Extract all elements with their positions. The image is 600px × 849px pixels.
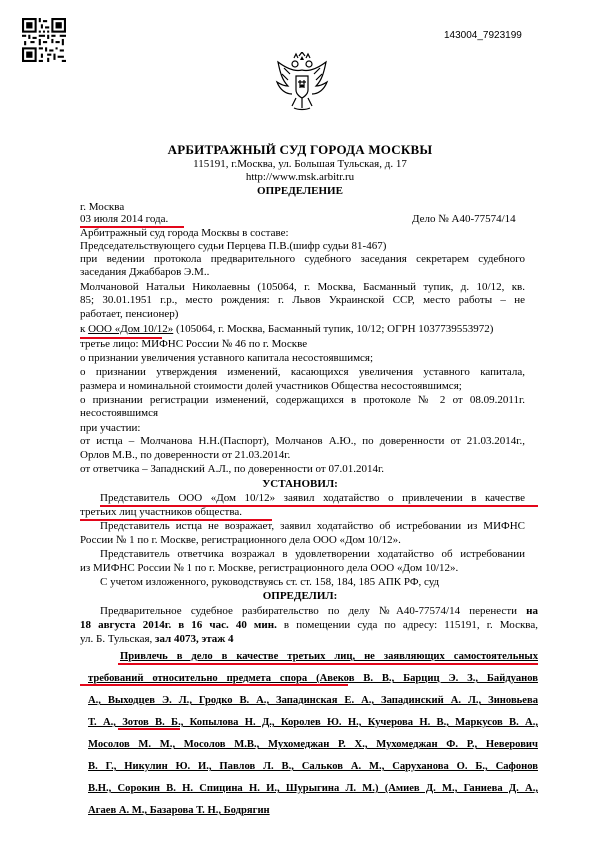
intro-line: при ведении протокола предварительного судебного заседания секретарем судебного <box>80 253 525 265</box>
intro-line: заседания Джаббаров Э.М.. <box>80 266 210 278</box>
claim-line: о признании утверждения изменений, касающихся увеличения уставного капитала, <box>80 366 525 378</box>
qr-code-icon <box>22 18 66 62</box>
intro-line: Молчановой Натальи Николаевны (105064, г. Москва, Басманный тупик, д. 10/12, кв. <box>80 281 525 293</box>
decided-text: Предварительное судебное разбирательство по делу №А40-77574/14 перенести <box>100 605 527 617</box>
court-name: АРБИТРАЖНЫЙ СУД ГОРОДА МОСКВЫ <box>167 142 433 157</box>
decided-line <box>80 633 234 646</box>
decision-line: Мосолов М. М., Мосолов М.В., Мухомеджан Р. Х., Мухомеджан Ф. Р., Неверович <box>88 739 538 750</box>
court-address: 115191, г.Москва, ул. Большая Тульская, д. 17 <box>193 158 407 170</box>
defendant-line <box>80 323 493 336</box>
defendant-name: ООО «Дом 10/12» <box>88 323 174 335</box>
defendant-details: (105064, г. Москва, Басманный тупик, 10/12; ОГРН 1037739553972) <box>173 323 494 335</box>
established-line: третьих лиц участников общества. <box>80 506 242 518</box>
decision-line: В.Н., Сорокин В. Н. Спицина Н. И., Шурыгина Л. М.) (Амиев Д. М., Ганиева Д. А., <box>88 783 538 794</box>
decision-line: требований относительно предмета спора (Авеков В. В., Барциц Э. З., Байдуанов <box>88 673 538 684</box>
decided-bold: 18 августа 2014г. в 16 час. 40 мин. <box>80 619 277 631</box>
claim-line: от ответчика – Западнский А.Л., по доверенности от 07.01.2014г. <box>80 463 384 475</box>
decided-heading: ОПРЕДЕЛИЛ: <box>262 590 338 602</box>
decision-line: Т. А., Зотов В. Б., Копылова Н. Д., Королев Ю. Н., Кучерова Н. В., Маркусов В. А., <box>88 717 538 728</box>
established-line: из МИФНС России № 1 по г. Москве, регистрационного дела ООО «Дом 10/12». <box>80 562 459 574</box>
claim-line: третье лицо: МИФНС России № 46 по г. Москве <box>80 338 308 350</box>
established-line: Представитель ООО «Дом 10/12» заявил ходатайство о привлечении в качестве <box>100 492 525 504</box>
claim-line: о признании регистрации изменений, содержащихся в протоколе № 2 от 08.09.2011г. <box>80 394 525 406</box>
established-line: С учетом изложенного, руководствуясь ст. ст. 158, 184, 185 АПК РФ, суд <box>100 576 440 588</box>
document-type: ОПРЕДЕЛЕНИЕ <box>257 185 343 197</box>
decision-line: В. Г., Никулин Ю. И., Павлов Л. В., Сальков А. М., Саруханова О. Б., Сафонов <box>88 761 538 772</box>
intro-line: Председательствующего судьи Перцева П.В.(шифр судьи 81-467) <box>80 240 387 252</box>
decision-line: Агаев А. М., Базарова Т. Н., Бодрягин <box>88 805 270 816</box>
decided-text: ул. Б. Тульская, <box>80 633 156 645</box>
decision-line: А., Выходцев Э. Л., Гродко В. А., Западинская Е. А., Западинский А. Л., Зиновьева <box>88 695 538 706</box>
city: г. Москва <box>80 201 125 213</box>
intro-line: 85; 30.01.1951 г.р., место рождения: г. Львов Украинской ССР, место работы – не <box>80 294 525 306</box>
court-website: http://www.msk.arbitr.ru <box>245 171 355 183</box>
document-date: 03 июля 2014 года. <box>80 213 169 225</box>
established-heading: УСТАНОВИЛ: <box>262 478 338 490</box>
intro-line: Арбитражный суд города Москвы в составе: <box>80 227 289 239</box>
decided-bold: зал 4073, этаж 4 <box>155 633 234 645</box>
case-number: Дело № А40-77574/14 <box>412 213 516 225</box>
decided-line <box>80 619 538 632</box>
decided-line <box>100 605 538 618</box>
defendant-prefix: к <box>80 323 89 335</box>
claim-line: о признании увеличения уставного капитала несостоявшимся; <box>80 352 374 364</box>
established-line: Представитель истца не возражает, заявил ходатайство об истребовании из МИФНС <box>100 520 525 532</box>
intro-line: работает, пенсионер) <box>80 308 179 320</box>
claim-line: Орлов М.В., по доверенности от 21.03.2014г. <box>80 449 291 461</box>
decision-line: Привлечь в дело в качестве третьих лиц, не заявляющих самостоятельных <box>120 651 538 662</box>
established-line: России № 1 по г. Москве, регистрационного дела ООО «Дом 10/12». <box>80 534 401 546</box>
document-id: 143004_7923199 <box>444 30 522 41</box>
claim-line: при участии: <box>80 422 141 434</box>
decided-text: в помещении суда по адресу: 115191, г. Москва, <box>276 619 538 631</box>
established-line: Представитель ответчика возражал в удовлетворении ходатайство об истребовании <box>100 548 525 560</box>
decided-bold: на <box>526 605 538 617</box>
coat-of-arms-icon <box>272 52 332 114</box>
claim-line: от истца – Молчанова Н.Н.(Паспорт), Молчанов А.Ю., по доверенности от 21.03.2014г., <box>80 435 525 447</box>
claim-line: несостоявшимся <box>80 407 159 419</box>
claim-line: размера и номинальной стоимости долей участников Общества несостоявшимся; <box>80 380 462 392</box>
